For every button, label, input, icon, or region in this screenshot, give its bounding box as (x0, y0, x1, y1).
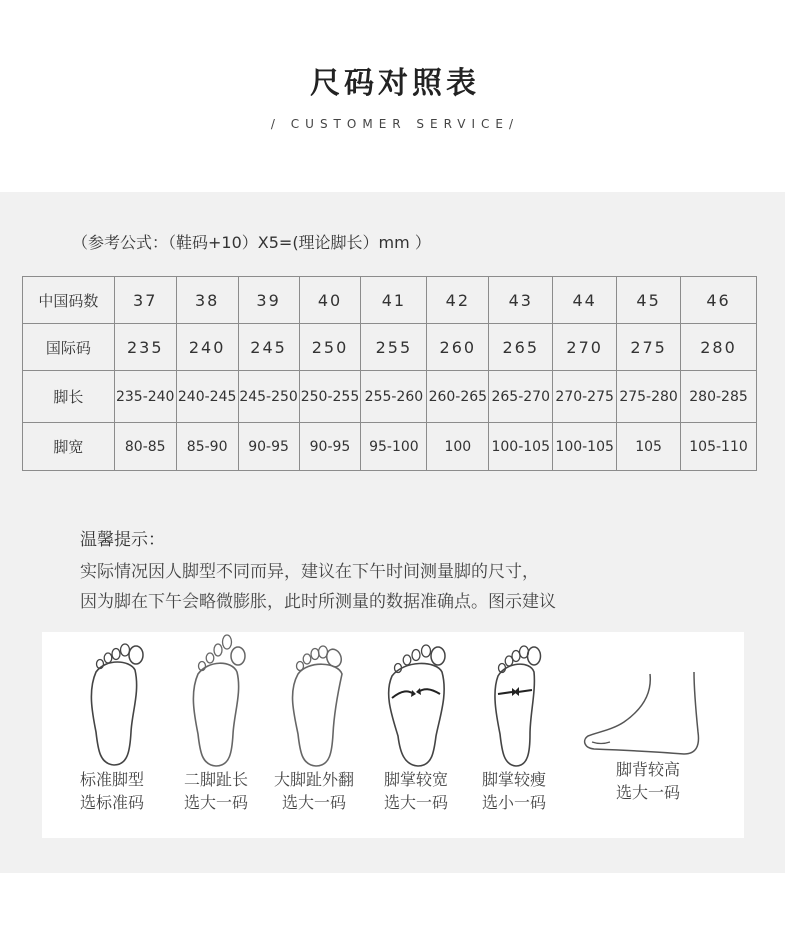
tips-line-1: 实际情况因人脚型不同而异，建议在下午时间测量脚的尺寸， (80, 562, 539, 582)
table-cell: 46 (681, 277, 757, 324)
table-cell: 37 (114, 277, 176, 324)
table-cell: 100 (427, 423, 489, 471)
table-cell: 270-275 (553, 370, 617, 423)
foot-type-long-second-toe-line2: 选大一码 (183, 793, 248, 812)
table-cell: 270 (553, 324, 617, 370)
table-cell: 45 (617, 277, 681, 324)
foot-type-high-instep-line1: 脚背较高 (615, 760, 680, 779)
foot-type-standard (70, 632, 154, 814)
table-cell: 245 (238, 324, 299, 370)
foot-type-wide (372, 632, 460, 814)
table-cell: 44 (553, 277, 617, 324)
standard-foot-icon (70, 632, 154, 768)
row-label-foot-length: 脚长 (23, 370, 115, 423)
table-cell: 100-105 (553, 423, 617, 471)
wide-foot-icon (374, 632, 458, 768)
table-cell: 105-110 (681, 423, 757, 471)
table-cell: 265-270 (489, 370, 553, 423)
tips-section (80, 525, 556, 617)
size-formula: （参考公式：（鞋码+10）X5=(理论脚长）mm ） (72, 233, 431, 252)
row-label-china-size: 中国码数 (23, 277, 115, 324)
table-cell: 260 (427, 324, 489, 370)
foot-type-long-second-toe-line1: 二脚趾长 (183, 770, 248, 789)
high-instep-foot-icon (580, 632, 716, 758)
table-cell: 280 (681, 324, 757, 370)
table-cell: 95-100 (361, 423, 427, 471)
table-cell: 245-250 (238, 370, 299, 423)
table-cell: 90-95 (238, 423, 299, 471)
table-row-foot-width (23, 423, 757, 471)
table-cell: 80-85 (114, 423, 176, 471)
foot-type-wide-line2: 选大一码 (383, 793, 448, 812)
foot-type-wide-line1: 脚掌较宽 (383, 770, 448, 789)
table-cell: 41 (361, 277, 427, 324)
table-row-intl-size (23, 324, 757, 370)
table-cell: 240-245 (176, 370, 238, 423)
row-label-intl-size: 国际码 (23, 324, 115, 370)
foot-type-guide (42, 632, 744, 838)
table-cell: 42 (427, 277, 489, 324)
foot-type-high-instep (580, 632, 716, 804)
size-chart-table (22, 276, 757, 471)
table-cell: 260-265 (427, 370, 489, 423)
page-subtitle: / CUSTOMER SERVICE/ (270, 117, 520, 131)
table-cell: 90-95 (299, 423, 361, 471)
table-cell: 275 (617, 324, 681, 370)
page-title: 尺码对照表 (310, 66, 480, 101)
tips-heading: 温馨提示： (80, 530, 165, 550)
table-cell: 255-260 (361, 370, 427, 423)
table-cell: 255 (361, 324, 427, 370)
foot-type-standard-line1: 标准脚型 (79, 770, 144, 789)
long-second-toe-foot-icon (174, 632, 258, 768)
table-cell: 235-240 (114, 370, 176, 423)
foot-type-long-second-toe (172, 632, 260, 814)
tips-line-2: 因为脚在下午会略微膨胀，此时所测量的数据准确点。图示建议 (80, 592, 556, 612)
table-cell: 280-285 (681, 370, 757, 423)
table-cell: 240 (176, 324, 238, 370)
table-cell: 100-105 (489, 423, 553, 471)
foot-type-bunion-line1: 大脚趾外翻 (273, 770, 354, 789)
table-cell: 235 (114, 324, 176, 370)
row-label-foot-width: 脚宽 (23, 423, 115, 471)
table-cell: 265 (489, 324, 553, 370)
foot-type-bunion (264, 632, 364, 814)
table-cell: 275-280 (617, 370, 681, 423)
foot-type-high-instep-line2: 选大一码 (615, 783, 680, 802)
foot-type-narrow-line2: 选小一码 (481, 793, 546, 812)
table-cell: 38 (176, 277, 238, 324)
table-cell: 105 (617, 423, 681, 471)
foot-type-narrow-line1: 脚掌较瘦 (481, 770, 546, 789)
table-row-china-size (23, 277, 757, 324)
table-cell: 250 (299, 324, 361, 370)
foot-type-bunion-line2: 选大一码 (281, 793, 346, 812)
foot-type-narrow (470, 632, 558, 814)
bunion-foot-icon (272, 632, 356, 768)
table-row-foot-length (23, 370, 757, 423)
table-cell: 43 (489, 277, 553, 324)
foot-type-standard-line2: 选标准码 (79, 793, 144, 812)
table-cell: 85-90 (176, 423, 238, 471)
narrow-foot-icon (472, 632, 556, 768)
table-cell: 250-255 (299, 370, 361, 423)
table-cell: 40 (299, 277, 361, 324)
table-cell: 39 (238, 277, 299, 324)
